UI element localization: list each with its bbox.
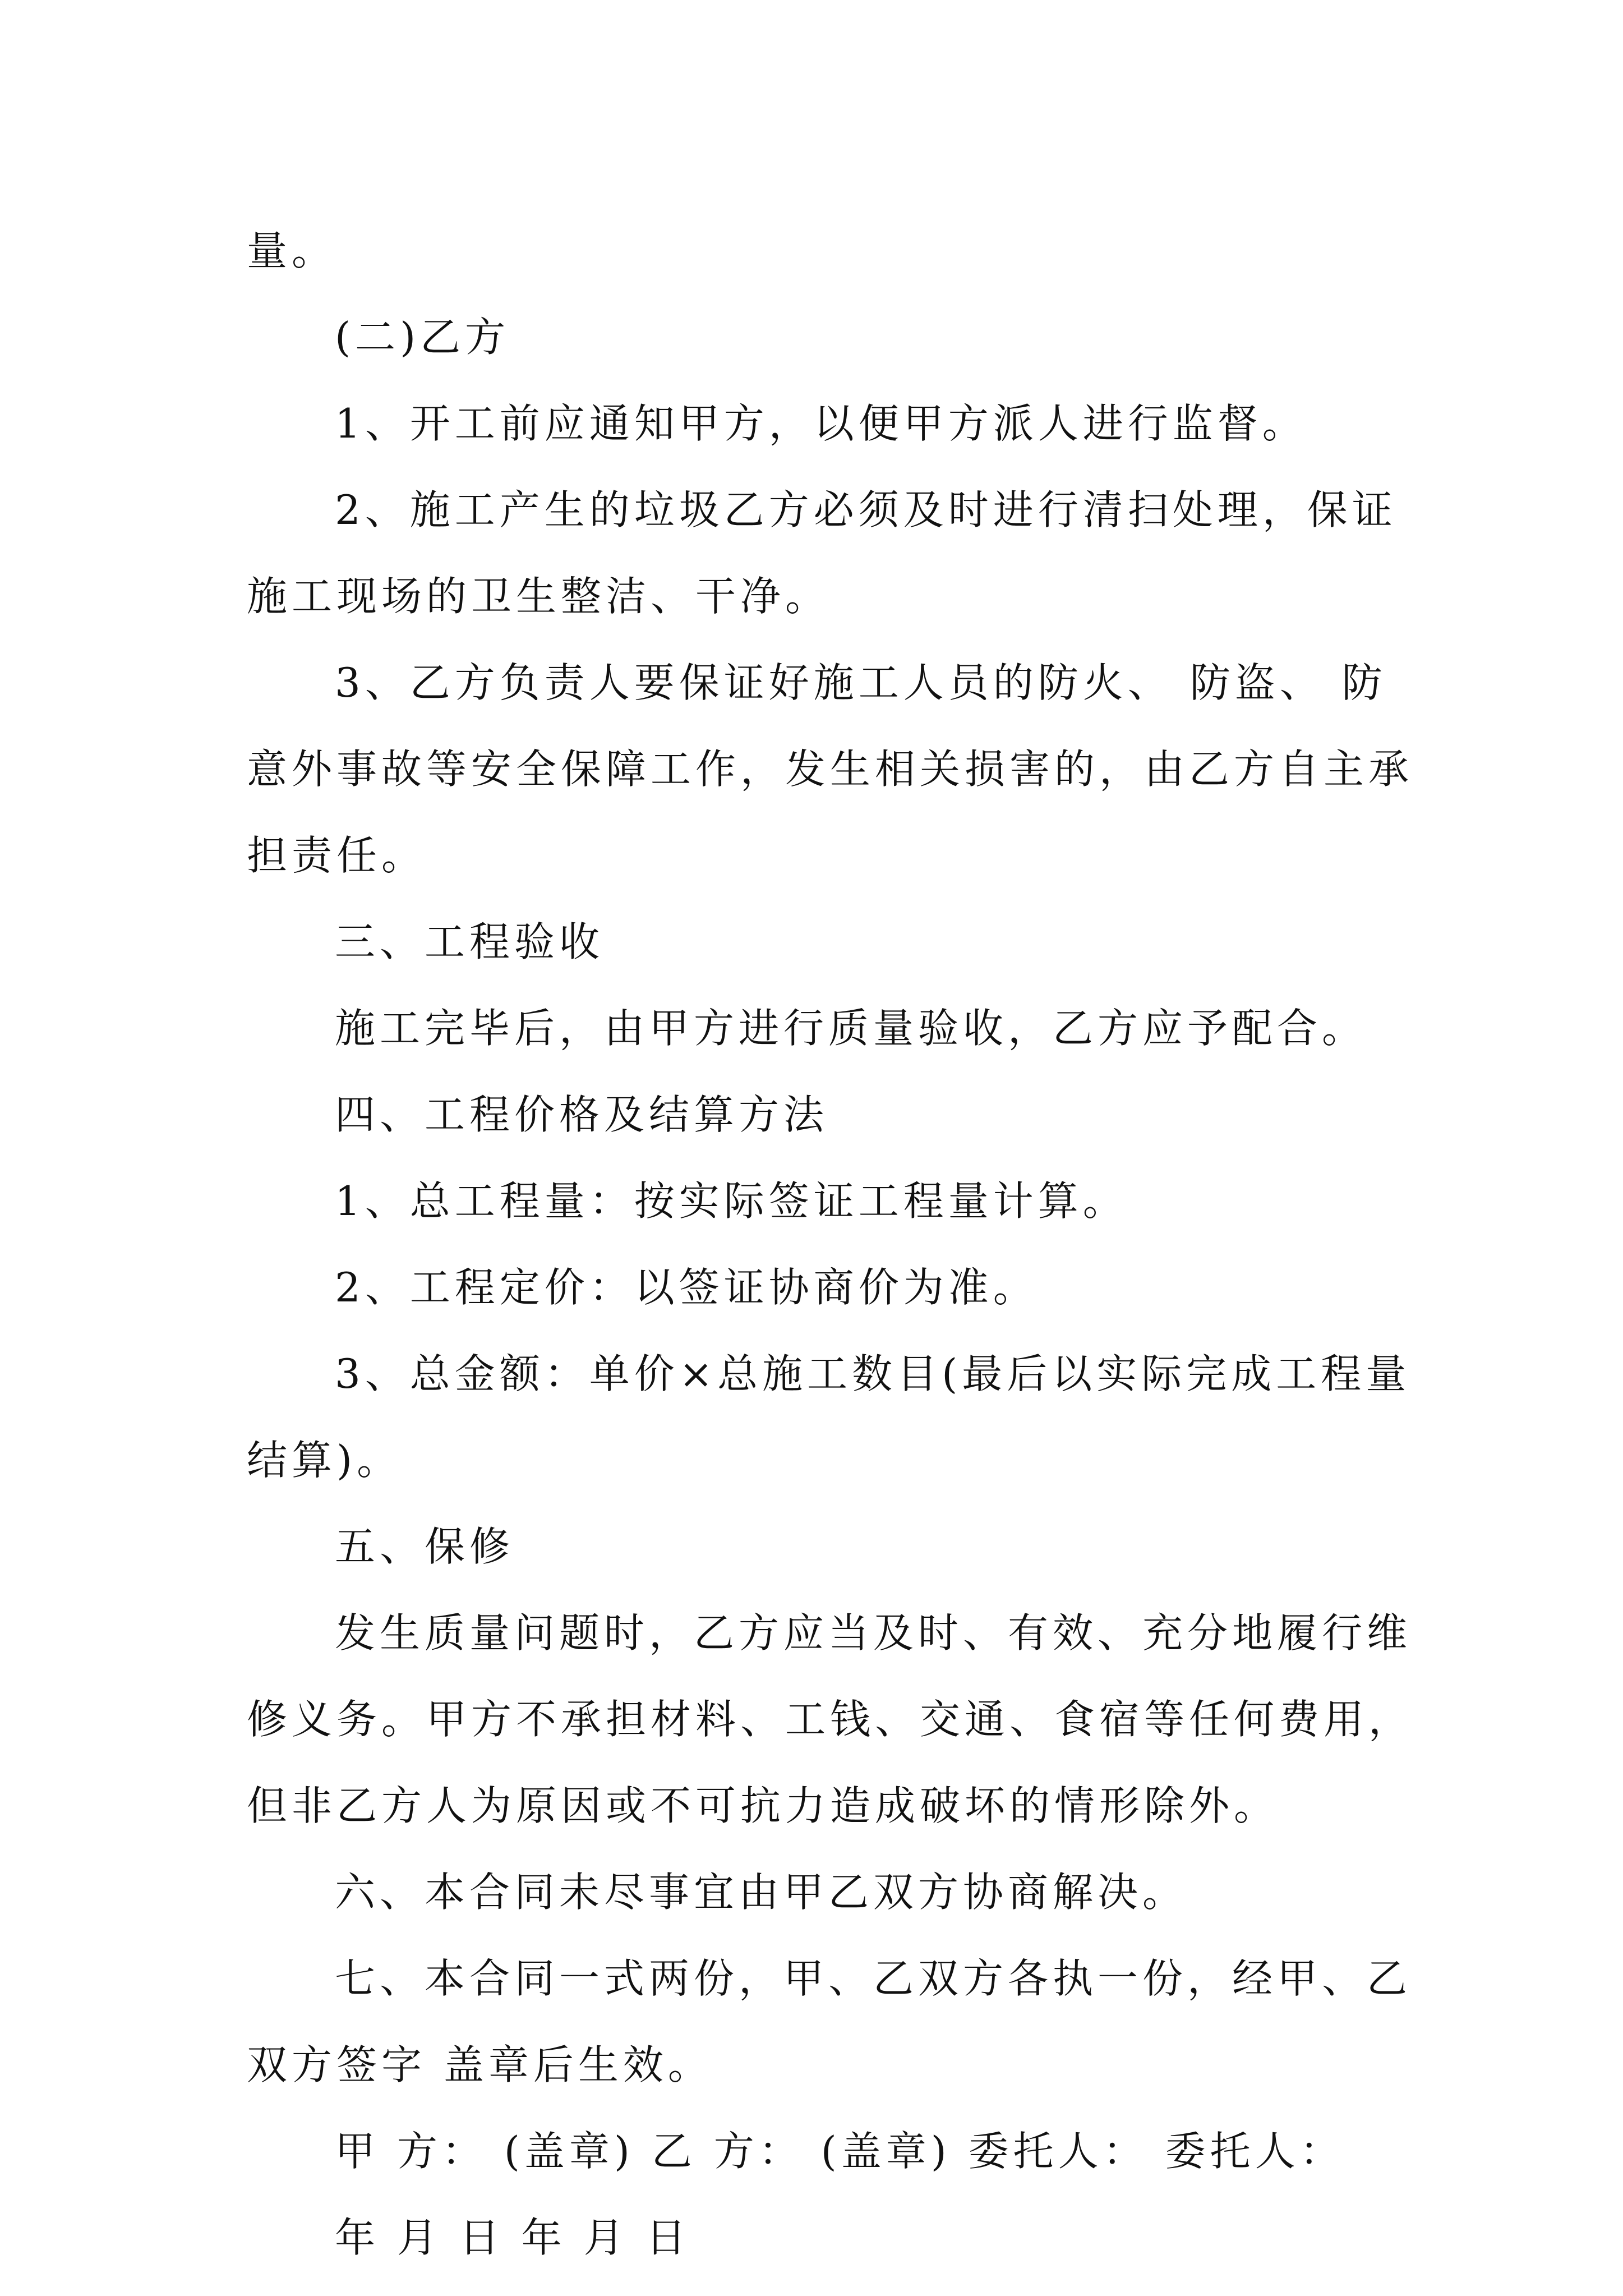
- text-line: 结算)。: [247, 1437, 402, 1484]
- text-line: 1、总工程量：按实际签证工程量计算。: [335, 1177, 1128, 1225]
- text-line: 3、总金额：单价×总施工数目(最后以实际完成工程量: [335, 1350, 1411, 1397]
- text-line: 2、施工产生的垃圾乙方必须及时进行清扫处理，保证: [335, 486, 1397, 533]
- section-heading: 三、工程验收: [335, 918, 605, 965]
- text-line: 双方签字 盖章后生效。: [247, 2041, 713, 2088]
- text-line: 量。: [247, 227, 337, 274]
- text-line: 担责任。: [247, 832, 427, 879]
- text-line: 七、本合同一式两份，甲、乙双方各执一份，经甲、乙: [335, 1955, 1412, 2002]
- date-line: 年 月 日 年 月 日: [335, 2214, 691, 2261]
- section-heading: (二)乙方: [335, 314, 510, 361]
- text-line: 施工现场的卫生整洁、干净。: [247, 573, 831, 620]
- document-page: [247, 208, 1414, 2281]
- section-heading: 四、工程价格及结算方法: [335, 1091, 829, 1138]
- signature-line: 甲 方： (盖章) 乙 方： (盖章) 委托人： 委托人：: [335, 2128, 1345, 2175]
- section-heading: 五、保修: [335, 1523, 515, 1570]
- text-line: 3、乙方负责人要保证好施工人员的防火、 防盗、 防: [335, 659, 1387, 706]
- text-line: 2、工程定价：以签证协商价为准。: [335, 1264, 1038, 1311]
- text-line: 发生质量问题时，乙方应当及时、有效、充分地履行维: [335, 1609, 1412, 1657]
- text-line: 1、开工前应通知甲方，以便甲方派人进行监督。: [335, 400, 1307, 447]
- text-line: 意外事故等安全保障工作，发生相关损害的，由乙方自主承: [247, 746, 1414, 793]
- text-line: 修义务。甲方不承担材料、工钱、交通、食宿等任何费用，: [247, 1696, 1414, 1743]
- text-line: 施工完毕后，由甲方进行质量验收，乙方应予配合。: [335, 1005, 1367, 1052]
- text-line: 但非乙方人为原因或不可抗力造成破坏的情形除外。: [247, 1782, 1279, 1829]
- text-line: 六、本合同未尽事宜由甲乙双方协商解决。: [335, 1869, 1188, 1916]
